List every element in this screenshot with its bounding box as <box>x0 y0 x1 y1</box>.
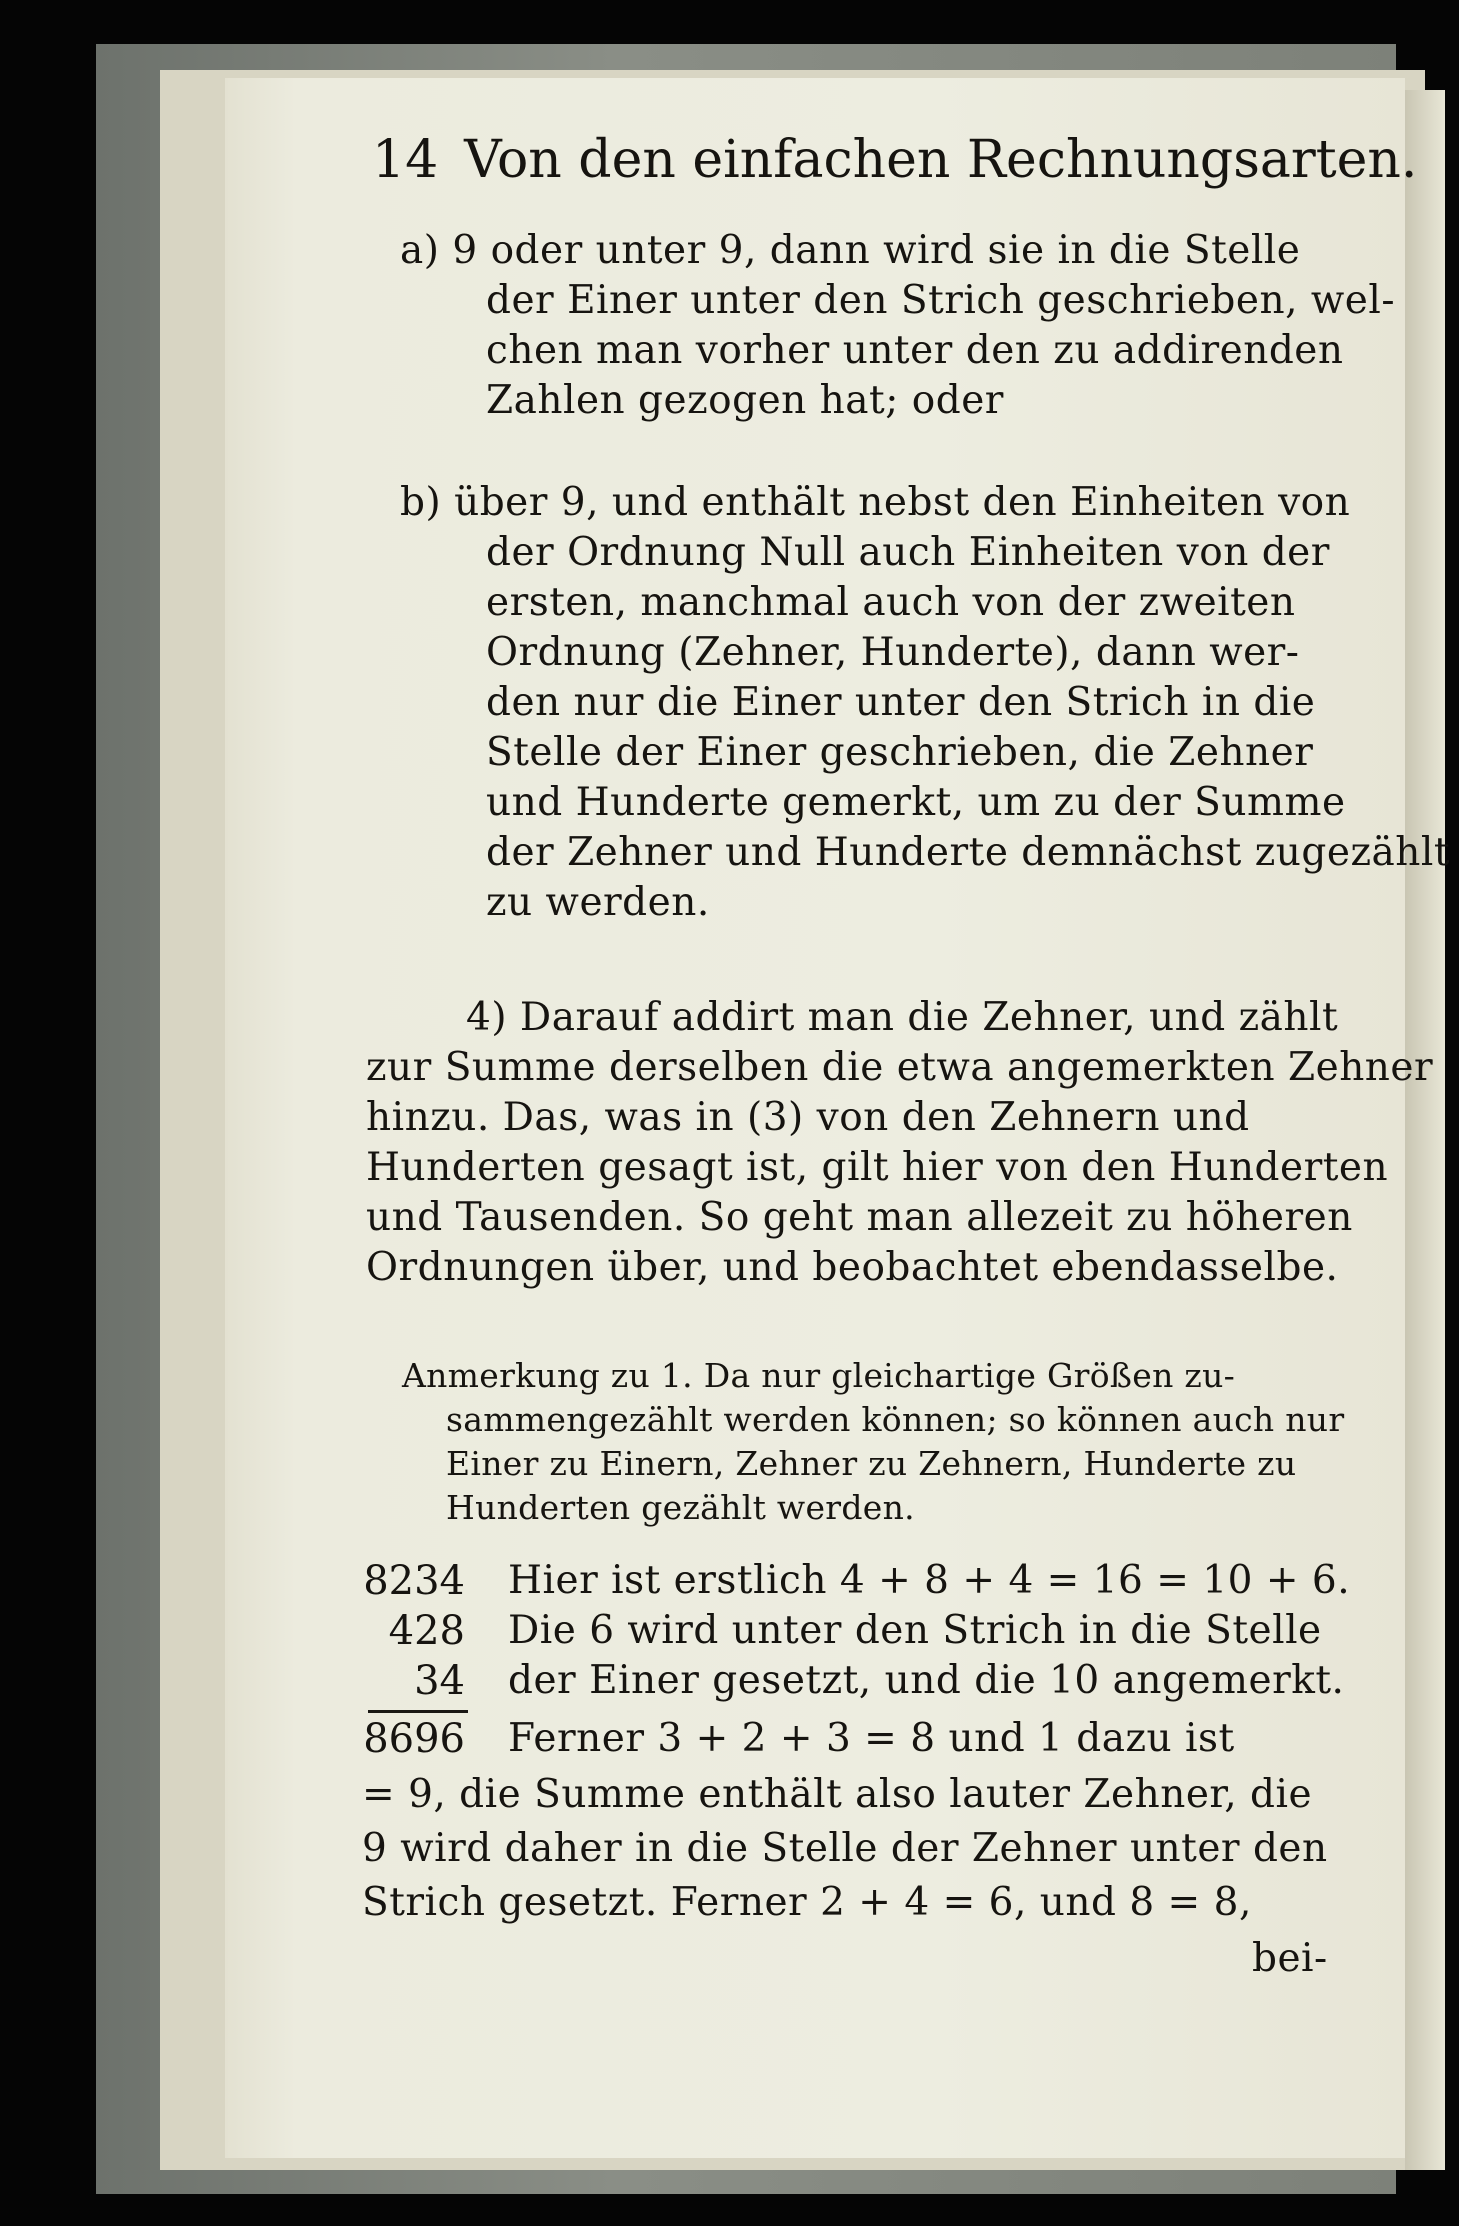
item-a-line: chen man vorher unter den zu addirenden <box>486 328 1344 373</box>
example-text-line: Hier ist erstlich 4 + 8 + 4 = 16 = 10 + 6. <box>508 1558 1351 1603</box>
item-a-line: der Einer unter den Strich geschrieben, wel- <box>486 278 1396 323</box>
example-text-line: Die 6 wird unter den Strich in die Stelle <box>508 1608 1322 1653</box>
closing-line: = 9, die Summe enthält also lauter Zehner, die <box>362 1772 1313 1817</box>
running-title: Von den einfachen Rechnungsarten. <box>464 130 1418 190</box>
item-b-line: ersten, manchmal auch von der zweiten <box>486 580 1296 625</box>
paragraph-line: zur Summe derselben die etwa angemerkten Zehner <box>366 1045 1434 1090</box>
item-b-line: Stelle der Einer geschrieben, die Zehner <box>486 730 1314 775</box>
item-b-line: Ordnung (Zehner, Hunderte), dann wer- <box>486 630 1300 675</box>
paragraph-line: Hunderten gesagt ist, gilt hier von den Hunderten <box>366 1145 1389 1190</box>
paragraph-line: Ordnungen über, und beobachtet ebendasselbe. <box>366 1245 1339 1290</box>
sum-rule <box>368 1710 468 1713</box>
example-number: 8234 <box>363 1558 465 1604</box>
example-number: 34 <box>414 1658 465 1704</box>
item-b-line: zu werden. <box>486 880 710 925</box>
item-b-line: der Ordnung Null auch Einheiten von der <box>486 530 1330 575</box>
item-b-line: der Zehner und Hunderte demnächst zugezählt <box>486 830 1451 875</box>
example-text-line: Ferner 3 + 2 + 3 = 8 und 1 dazu ist <box>508 1716 1235 1761</box>
next-page-edge <box>1405 90 1445 2170</box>
note-line: Einer zu Einern, Zehner zu Zehnern, Hunderte zu <box>446 1444 1297 1483</box>
item-b-line: und Hunderte gemerkt, um zu der Summe <box>486 780 1346 825</box>
example-text-line: der Einer gesetzt, und die 10 angemerkt. <box>508 1658 1345 1703</box>
paragraph-line: 4) Darauf addirt man die Zehner, und zählt <box>466 995 1339 1040</box>
example-sum: 8696 <box>363 1716 465 1762</box>
item-a-line: Zahlen gezogen hat; oder <box>486 378 1004 423</box>
item-b-line: b) über 9, und enthält nebst den Einheiten von <box>400 480 1351 525</box>
paragraph-line: und Tausenden. So geht man allezeit zu höheren <box>366 1195 1353 1240</box>
note-line: sammengezählt werden können; so können auch nur <box>446 1400 1345 1439</box>
running-header <box>372 130 1417 190</box>
paragraph-line: hinzu. Das, was in (3) von den Zehnern und <box>366 1095 1250 1140</box>
catchword: bei- <box>1252 1936 1328 1981</box>
closing-line: Strich gesetzt. Ferner 2 + 4 = 6, und 8 = 8, <box>362 1880 1252 1925</box>
page-number: 14 <box>372 130 439 190</box>
closing-line: 9 wird daher in die Stelle der Zehner unter den <box>362 1826 1328 1871</box>
item-b-line: den nur die Einer unter den Strich in die <box>486 680 1316 725</box>
note-line: Anmerkung zu 1. Da nur gleichartige Größen zu- <box>402 1356 1236 1395</box>
note-line: Hunderten gezählt werden. <box>446 1488 915 1527</box>
item-a-line: a) 9 oder unter 9, dann wird sie in die Stelle <box>400 228 1301 273</box>
example-number: 428 <box>388 1608 465 1654</box>
